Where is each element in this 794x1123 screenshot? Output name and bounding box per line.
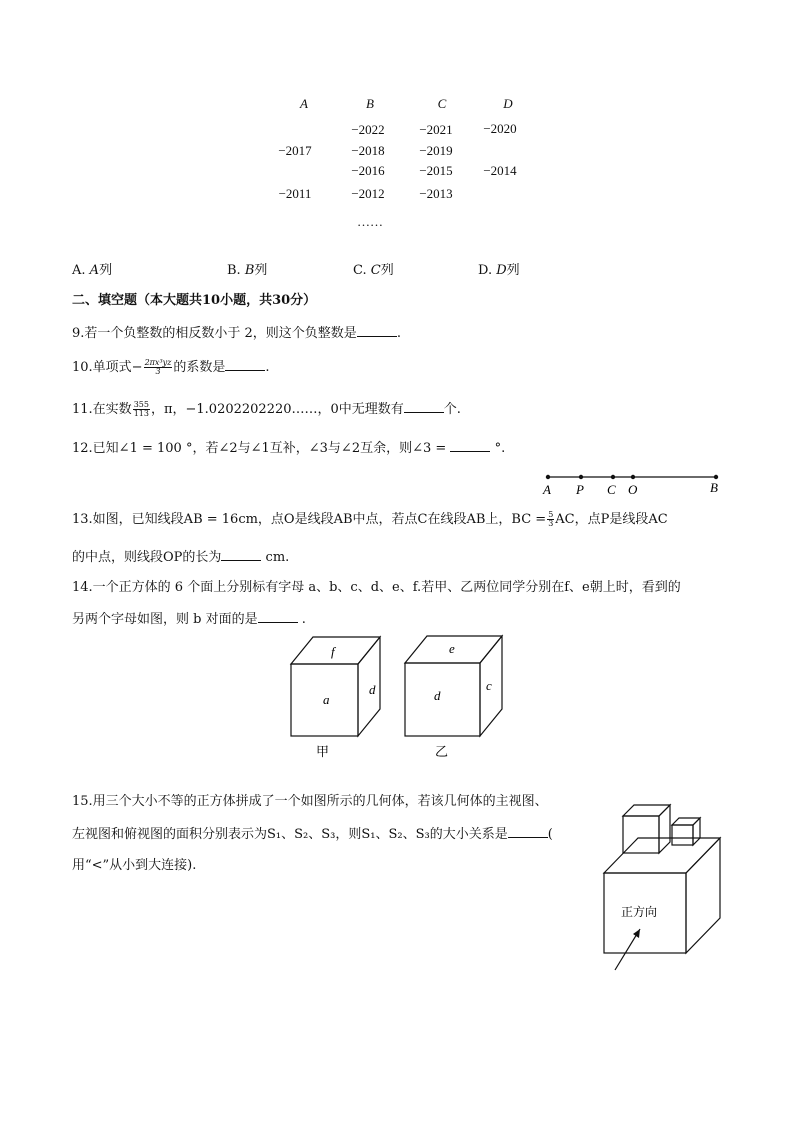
cube-right-caption: 乙 bbox=[435, 744, 449, 759]
option-suffix: 列 bbox=[506, 263, 520, 278]
point-o-dot bbox=[631, 475, 635, 479]
question-text: 10.单项式− bbox=[72, 360, 143, 375]
table-cell: −2016 bbox=[351, 163, 385, 178]
answer-blank[interactable] bbox=[404, 400, 444, 413]
point-b-dot bbox=[714, 475, 718, 479]
table-cell: −2020 bbox=[483, 121, 517, 136]
medium-cube-top bbox=[623, 805, 670, 816]
table-cell: −2022 bbox=[351, 122, 385, 137]
question-text: 12.已知∠1 = 100 °，若∠2与∠1互补，∠3与∠2互余，则∠3 = bbox=[72, 441, 447, 456]
answer-blank[interactable] bbox=[225, 358, 265, 371]
option-c[interactable] bbox=[353, 262, 394, 280]
table-cell: −2021 bbox=[419, 122, 453, 137]
question-15-line2 bbox=[72, 825, 553, 844]
option-suffix: 列 bbox=[254, 263, 268, 278]
point-a-label: A bbox=[543, 482, 551, 497]
cubes-figure bbox=[285, 632, 510, 762]
cube-right-side-label: c bbox=[486, 678, 492, 693]
fraction bbox=[133, 401, 150, 418]
cube-left-front-label: a bbox=[323, 692, 330, 707]
cube-right-top-label: e bbox=[449, 641, 455, 656]
question-text: AC，点P是线段AC bbox=[555, 512, 668, 527]
table-cell: −2019 bbox=[419, 143, 453, 158]
table-header-d: D bbox=[503, 96, 513, 111]
question-12 bbox=[72, 439, 505, 458]
segment-diagram bbox=[538, 468, 728, 498]
large-cube-side bbox=[686, 838, 720, 953]
option-key: C. bbox=[353, 263, 367, 278]
question-end: . bbox=[265, 360, 270, 375]
cube-right bbox=[405, 636, 502, 759]
point-p-label: P bbox=[576, 482, 584, 497]
table-ellipsis: …… bbox=[357, 214, 383, 229]
question-end: 个. bbox=[443, 402, 461, 417]
question-10 bbox=[72, 358, 270, 377]
table-cell: −2011 bbox=[278, 186, 312, 201]
fraction-numerator: 5 bbox=[548, 510, 554, 519]
cube-left bbox=[291, 637, 380, 759]
point-b-label: B bbox=[710, 480, 718, 495]
small-cube-front bbox=[672, 825, 693, 845]
answer-blank[interactable] bbox=[258, 610, 298, 623]
table-header-c: C bbox=[437, 96, 447, 111]
question-14: 14.一个正方体的 6 个面上分别标有字母 a、b、c、d、e、f.若甲、乙两位同学分别在f、e朝上时，看到的 bbox=[72, 580, 681, 595]
question-text: 的系数是 bbox=[173, 360, 226, 375]
option-var: A bbox=[89, 263, 100, 278]
question-end: . bbox=[396, 326, 401, 341]
table-cell: −2014 bbox=[483, 163, 517, 178]
cube-left-top-face bbox=[291, 637, 380, 664]
table-header-b: B bbox=[366, 96, 374, 111]
question-11 bbox=[72, 400, 461, 419]
fraction-numerator: 2πx³yz bbox=[144, 358, 172, 367]
cube-left-caption: 甲 bbox=[316, 744, 330, 759]
cube-right-front-face bbox=[405, 663, 480, 736]
question-text: 13.如图，已知线段AB = 16cm，点O是线段AB中点，若点C在线段AB上，BC = bbox=[72, 512, 547, 527]
large-cube bbox=[604, 838, 720, 953]
question-text: ，π，−1.0202202220……，0中无理数有 bbox=[150, 402, 404, 417]
option-suffix: 列 bbox=[380, 263, 394, 278]
front-direction-label: 正方向 bbox=[621, 905, 658, 919]
answer-blank[interactable] bbox=[221, 548, 261, 561]
option-key: A. bbox=[72, 263, 86, 278]
question-text: 9.若一个负整数的相反数小于 2，则这个负整数是 bbox=[72, 326, 357, 341]
front-direction-arrow-icon bbox=[633, 929, 640, 938]
point-a-dot bbox=[546, 475, 550, 479]
table-cell: −2013 bbox=[419, 186, 453, 201]
point-o-label: O bbox=[628, 482, 638, 497]
question-text: 左视图和俯视图的面积分别表示为S₁、S₂、S₃，则S₁、S₂、S₃的大小关系是 bbox=[72, 827, 508, 842]
question-15-line3: 用“<”从小到大连接). bbox=[72, 858, 197, 873]
question-14-line2 bbox=[72, 610, 306, 629]
option-b[interactable] bbox=[227, 262, 267, 280]
medium-cube-side bbox=[659, 805, 670, 853]
fraction-denominator: 3 bbox=[548, 519, 554, 528]
question-text: 11.在实数 bbox=[72, 402, 132, 417]
section-heading: 二、填空题（本大题共10小题，共30分） bbox=[72, 293, 317, 308]
option-var: B bbox=[244, 263, 255, 278]
question-15: 15.用三个大小不等的正方体拼成了一个如图所示的几何体，若该几何体的主视图、 bbox=[72, 794, 548, 809]
question-text: ( bbox=[547, 827, 553, 842]
cube-left-side-label: d bbox=[369, 682, 376, 697]
question-end: °. bbox=[494, 441, 506, 456]
point-p-dot bbox=[579, 475, 583, 479]
option-key: D. bbox=[478, 263, 493, 278]
question-13 bbox=[72, 511, 668, 529]
table-cell: −2012 bbox=[351, 186, 385, 201]
option-key: B. bbox=[227, 263, 241, 278]
fraction-numerator: 355 bbox=[133, 400, 149, 409]
fraction bbox=[547, 511, 554, 528]
cube-left-top-label: f bbox=[331, 644, 335, 659]
cube-right-front-label: d bbox=[434, 688, 441, 703]
answer-blank[interactable] bbox=[357, 324, 397, 337]
answer-blank[interactable] bbox=[508, 825, 548, 838]
question-end: . bbox=[301, 612, 306, 627]
table-cell: −2015 bbox=[419, 163, 453, 178]
point-c-dot bbox=[611, 475, 615, 479]
question-13-line2 bbox=[72, 548, 289, 567]
fraction-denominator: 113 bbox=[133, 409, 149, 418]
answer-blank[interactable] bbox=[450, 439, 490, 452]
fraction bbox=[144, 359, 173, 376]
option-d[interactable] bbox=[478, 262, 520, 280]
option-a[interactable] bbox=[72, 262, 112, 280]
option-suffix: 列 bbox=[99, 263, 113, 278]
table-header-a: A bbox=[300, 96, 308, 111]
option-var: D bbox=[496, 263, 507, 278]
table-cell: −2018 bbox=[351, 143, 385, 158]
question-end: cm. bbox=[265, 550, 290, 565]
question-text: 的中点，则线段OP的长为 bbox=[72, 550, 222, 565]
question-9 bbox=[72, 324, 401, 343]
point-c-label: C bbox=[607, 482, 616, 497]
table-cell: −2017 bbox=[278, 143, 312, 158]
question-text: 另两个字母如图，则 b 对面的是 bbox=[72, 612, 258, 627]
option-var: C bbox=[370, 263, 381, 278]
small-cube bbox=[672, 818, 700, 845]
fraction-denominator: 3 bbox=[155, 367, 161, 376]
solid-figure bbox=[590, 790, 730, 980]
small-cube-side bbox=[693, 818, 700, 845]
